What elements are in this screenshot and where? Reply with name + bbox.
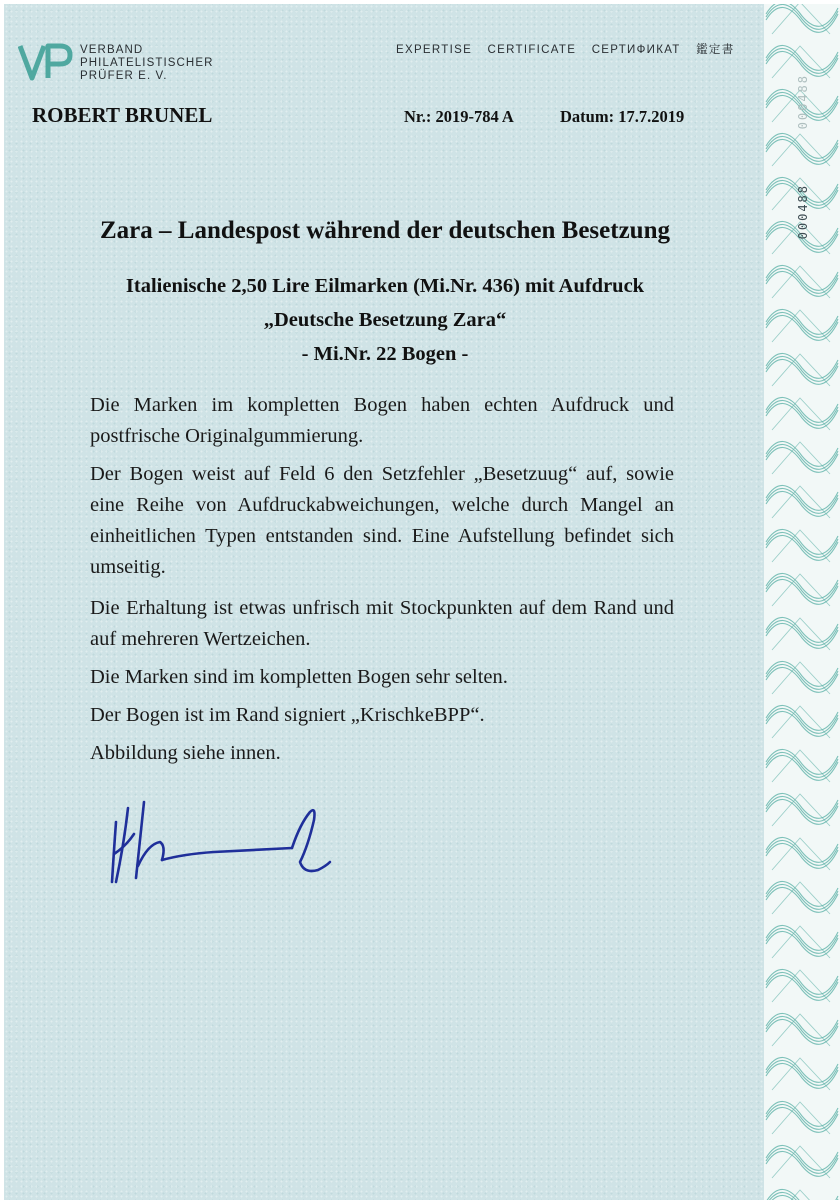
paragraph-3: Die Erhaltung ist etwas unfrisch mit Stockpunkten auf dem Rand und auf mehreren Wertzeichen. [90,597,674,650]
examiner-name: ROBERT BRUNEL [32,103,213,127]
association-line-1: VERBAND [80,44,144,56]
label-certificate: CERTIFICATE [487,44,577,56]
paragraph-5: Der Bogen ist im Rand signiert „KrischkeBPP“. [90,704,485,726]
label-sertifikat: СЕРТИФИКАТ [591,44,681,56]
subtitle-line-1: Italienische 2,50 Lire Eilmarken (Mi.Nr. 436) mit Aufdruck [125,275,645,297]
association-line-3: PRÜFER E. V. [80,70,168,82]
certificate-labels [396,41,735,57]
association-line-2: PHILATELISTISCHER [80,57,214,69]
label-kanteisho: 鑑定書 [696,44,735,56]
certificate-title: Zara – Landespost während der deutschen Besetzung [100,217,670,244]
paragraph-4: Die Marken sind im kompletten Bogen sehr selten. [90,666,508,688]
certificate-sheet [4,4,840,1200]
paragraph-1: Die Marken im kompletten Bogen haben echten Aufdruck und postfrische Originalgummierung. [90,394,674,447]
association-name [80,44,214,83]
certificate-date: Datum: 17.7.2019 [560,107,685,126]
handwritten-signature [104,794,344,899]
serial-number-faint: 000488 [796,74,810,130]
label-expertise: EXPERTISE [396,44,473,56]
paragraph-2: Der Bogen weist auf Feld 6 den Setzfehler „Besetzuug“ auf, sowie eine Reihe von Aufdruckabweichungen, welche durch Mangel an einheitlichen Typen entstanden sind. Eine Aufstellung befindet sich umseitig. [90,463,674,578]
paragraph-6: Abbildung siehe innen. [90,742,281,764]
certificate-number: Nr.: 2019-784 A [404,107,514,126]
serial-number: 000488 [796,184,810,240]
subtitle-line-3: - Mi.Nr. 22 Bogen - [301,343,469,365]
vp-logo-icon [18,40,74,87]
subtitle-line-2: „Deutsche Besetzung Zara“ [263,309,507,331]
